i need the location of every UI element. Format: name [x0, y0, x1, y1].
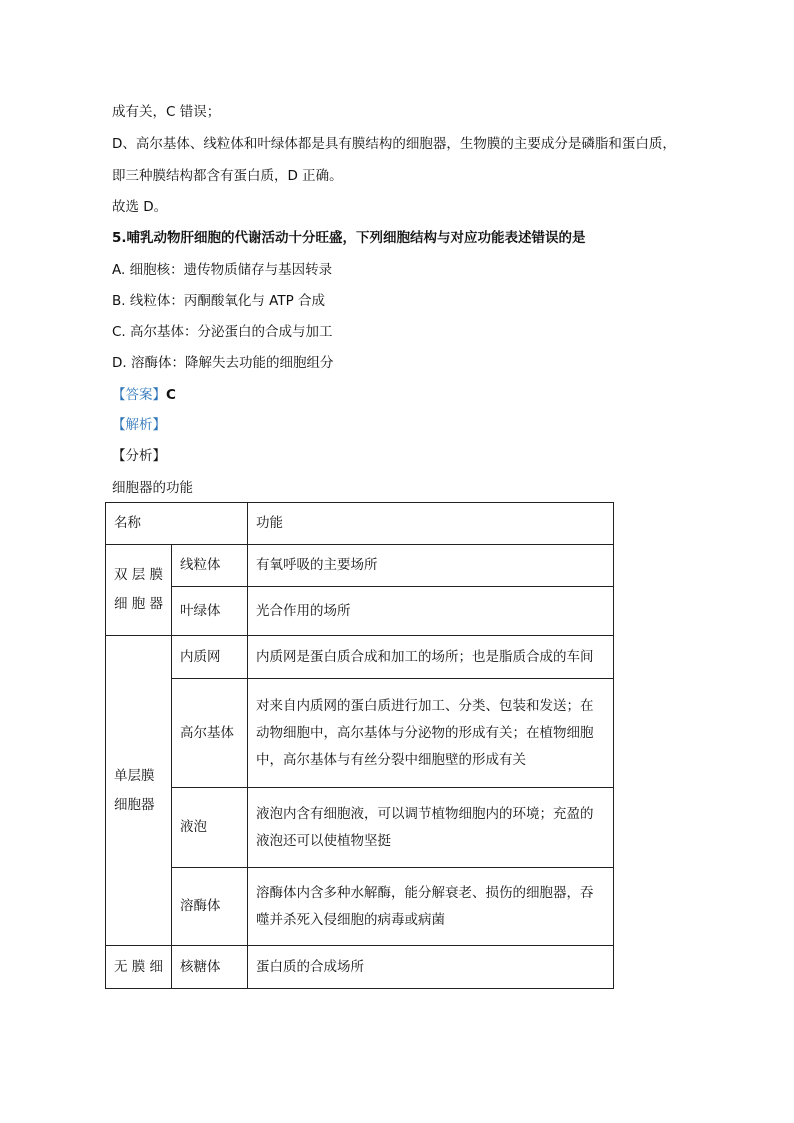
option-a: A. 细胞核：遗传物质储存与基因转录	[112, 262, 333, 278]
organelle-function: 对来自内质网的蛋白质进行加工、分类、包装和发送；在动物细胞中，高尔基体与分泌物的形成有关；在植物细胞中，高尔基体与有丝分裂中细胞壁的形成有关	[248, 679, 614, 788]
organelle-function: 液泡内含有细胞液，可以调节植物细胞内的环境；充盈的液泡还可以使植物坚挺	[248, 788, 614, 868]
organelle-name: 核糖体	[172, 946, 248, 989]
organelle-name: 内质网	[172, 636, 248, 679]
table-header-row	[106, 503, 614, 545]
table-row	[106, 679, 614, 788]
text-line: 即三种膜结构都含有蛋白质，D 正确。	[112, 168, 343, 184]
organelle-function-table	[105, 502, 614, 989]
organelle-function: 蛋白质的合成场所	[248, 946, 614, 989]
table-row	[106, 946, 614, 989]
header-function: 功能	[248, 503, 614, 545]
organelle-name: 高尔基体	[172, 679, 248, 788]
group-single-membrane: 单层膜细胞器	[106, 636, 172, 946]
option-c: C. 高尔基体：分泌蛋白的合成与加工	[112, 324, 333, 340]
answer-tag: 【答案】	[112, 387, 166, 403]
organelle-name: 溶酶体	[172, 868, 248, 946]
organelle-name: 线粒体	[172, 545, 248, 587]
analysis-tag: 【解析】	[112, 417, 166, 433]
group-double-membrane: 双层膜细胞器	[106, 545, 172, 636]
table-row	[106, 868, 614, 946]
organelle-function: 光合作用的场所	[248, 587, 614, 636]
table-row	[106, 636, 614, 679]
fenxi-tag: 【分析】	[112, 448, 166, 464]
table-row	[106, 587, 614, 636]
organelle-function: 内质网是蛋白质合成和加工的场所；也是脂质合成的车间	[248, 636, 614, 679]
text-line: 故选 D。	[112, 199, 168, 215]
text-line: 成有关，C 错误；	[112, 104, 221, 120]
table-row	[106, 788, 614, 868]
option-b: B. 线粒体：丙酮酸氧化与 ATP 合成	[112, 293, 326, 309]
header-name: 名称	[106, 503, 248, 545]
option-d: D. 溶酶体：降解失去功能的细胞组分	[112, 355, 334, 371]
question-stem: 5.哺乳动物肝细胞的代谢活动十分旺盛，下列细胞结构与对应功能表述错误的是	[112, 230, 586, 246]
text-line: D、高尔基体、线粒体和叶绿体都是具有膜结构的细胞器，生物膜的主要成分是磷脂和蛋白质，	[112, 136, 676, 152]
organelle-function: 溶酶体内含多种水解酶，能分解衰老、损伤的细胞器，吞噬并杀死入侵细胞的病毒或病菌	[248, 868, 614, 946]
organelle-function: 有氧呼吸的主要场所	[248, 545, 614, 587]
table-caption: 细胞器的功能	[112, 480, 193, 496]
organelle-name: 液泡	[172, 788, 248, 868]
organelle-name: 叶绿体	[172, 587, 248, 636]
answer-value: C	[166, 387, 176, 403]
answer-line	[112, 386, 176, 404]
group-no-membrane: 无膜细	[106, 946, 172, 989]
table-row	[106, 545, 614, 587]
